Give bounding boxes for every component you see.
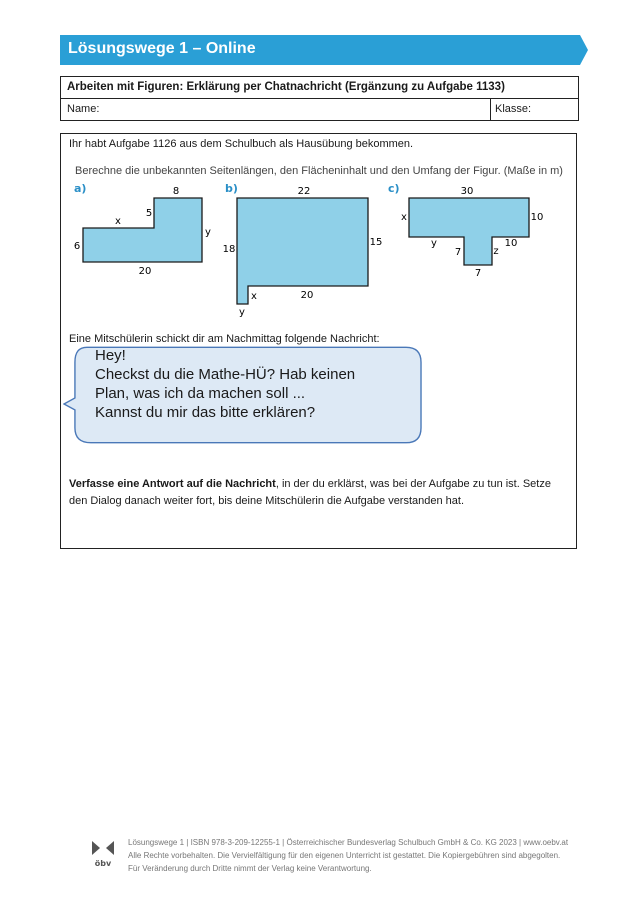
footer: [128, 836, 568, 875]
publisher-logo: [88, 838, 118, 868]
chat-message: [95, 346, 355, 422]
label-b: b): [225, 182, 238, 195]
dim-b-20: 20: [300, 290, 314, 301]
dim-a-8: 8: [172, 186, 180, 197]
dim-c-z: z: [493, 246, 499, 257]
dim-c-7-left: 7: [454, 247, 462, 258]
footer-line-3: Für Veränderung durch Dritte nimmt der Verlag keine Verantwortung.: [128, 864, 372, 873]
dim-c-y: y: [431, 238, 437, 249]
dim-c-10-bottom: 10: [504, 238, 518, 249]
answer-instruction-bold: Verfasse eine Antwort auf die Nachricht: [69, 478, 276, 490]
task-box: [60, 133, 577, 549]
answer-instruction-rest: , in der du erklärst, was bei der Aufgabe zu tun ist. Setze den Dialog danach weiter fort, bis deine Mitschülerin die Aufgabe verstanden hat.: [69, 478, 551, 507]
dim-a-20: 20: [138, 266, 152, 277]
worksheet-header: [60, 76, 579, 121]
figure-a: [83, 198, 202, 262]
chat-line-1: Hey!: [95, 347, 126, 364]
dim-c-x: x: [401, 212, 407, 223]
dim-c-10-right: 10: [530, 212, 544, 223]
task-instruction: Berechne die unbekannten Seitenlängen, den Flächeninhalt und den Umfang der Figur. (Maße in m): [75, 165, 563, 177]
footer-line-1: Lösungswege 1 | ISBN 978-3-209-12255-1 | Österreichischer Bundesverlag Schulbuch GmbH & Co. KG 2023 | www.oebv.at: [128, 838, 569, 847]
dim-a-5: 5: [145, 208, 153, 219]
chat-line-3: Plan, was ich da machen soll ...: [95, 385, 306, 402]
chat-line-2: Checkst du die Mathe-HÜ? Hab keinen: [95, 366, 356, 383]
dim-b-18: 18: [222, 244, 236, 255]
answer-instruction: [69, 476, 569, 510]
figure-c: [409, 198, 529, 265]
dim-c-30: 30: [460, 186, 474, 197]
logo-text: öbv: [94, 859, 112, 868]
worksheet-title: Arbeiten mit Figuren: Erklärung per Chatnachricht (Ergänzung zu Aufgabe 1133): [61, 77, 578, 99]
message-intro: Eine Mitschülerin schickt dir am Nachmittag folgende Nachricht:: [69, 333, 380, 345]
label-a: a): [74, 182, 87, 195]
dim-b-15: 15: [369, 237, 383, 248]
dim-c-7-bottom: 7: [474, 268, 482, 279]
dim-a-6: 6: [73, 241, 81, 252]
footer-line-2: Alle Rechte vorbehalten. Die Vervielfältigung für den eigenen Unterricht ist gestattet. Die Kopiergebühren sind abgegolten.: [128, 851, 561, 860]
class-label: Klasse:: [495, 103, 532, 115]
name-field[interactable]: [61, 99, 491, 121]
dim-a-y: y: [205, 227, 211, 238]
chat-line-4: Kannst du mir das bitte erklären?: [95, 404, 316, 421]
intro-text: Ihr habt Aufgabe 1126 aus dem Schulbuch als Hausübung bekommen.: [69, 138, 414, 150]
name-label: Name:: [67, 103, 100, 115]
label-c: c): [388, 182, 400, 195]
dim-a-x: x: [115, 216, 121, 227]
dim-b-22: 22: [297, 186, 311, 197]
header-banner: [60, 35, 588, 65]
dim-b-x: x: [251, 291, 257, 302]
dim-b-y: y: [239, 307, 245, 318]
figure-b: [237, 198, 368, 304]
banner-title: Lösungswege 1 – Online: [68, 40, 256, 57]
class-field[interactable]: [491, 99, 578, 121]
